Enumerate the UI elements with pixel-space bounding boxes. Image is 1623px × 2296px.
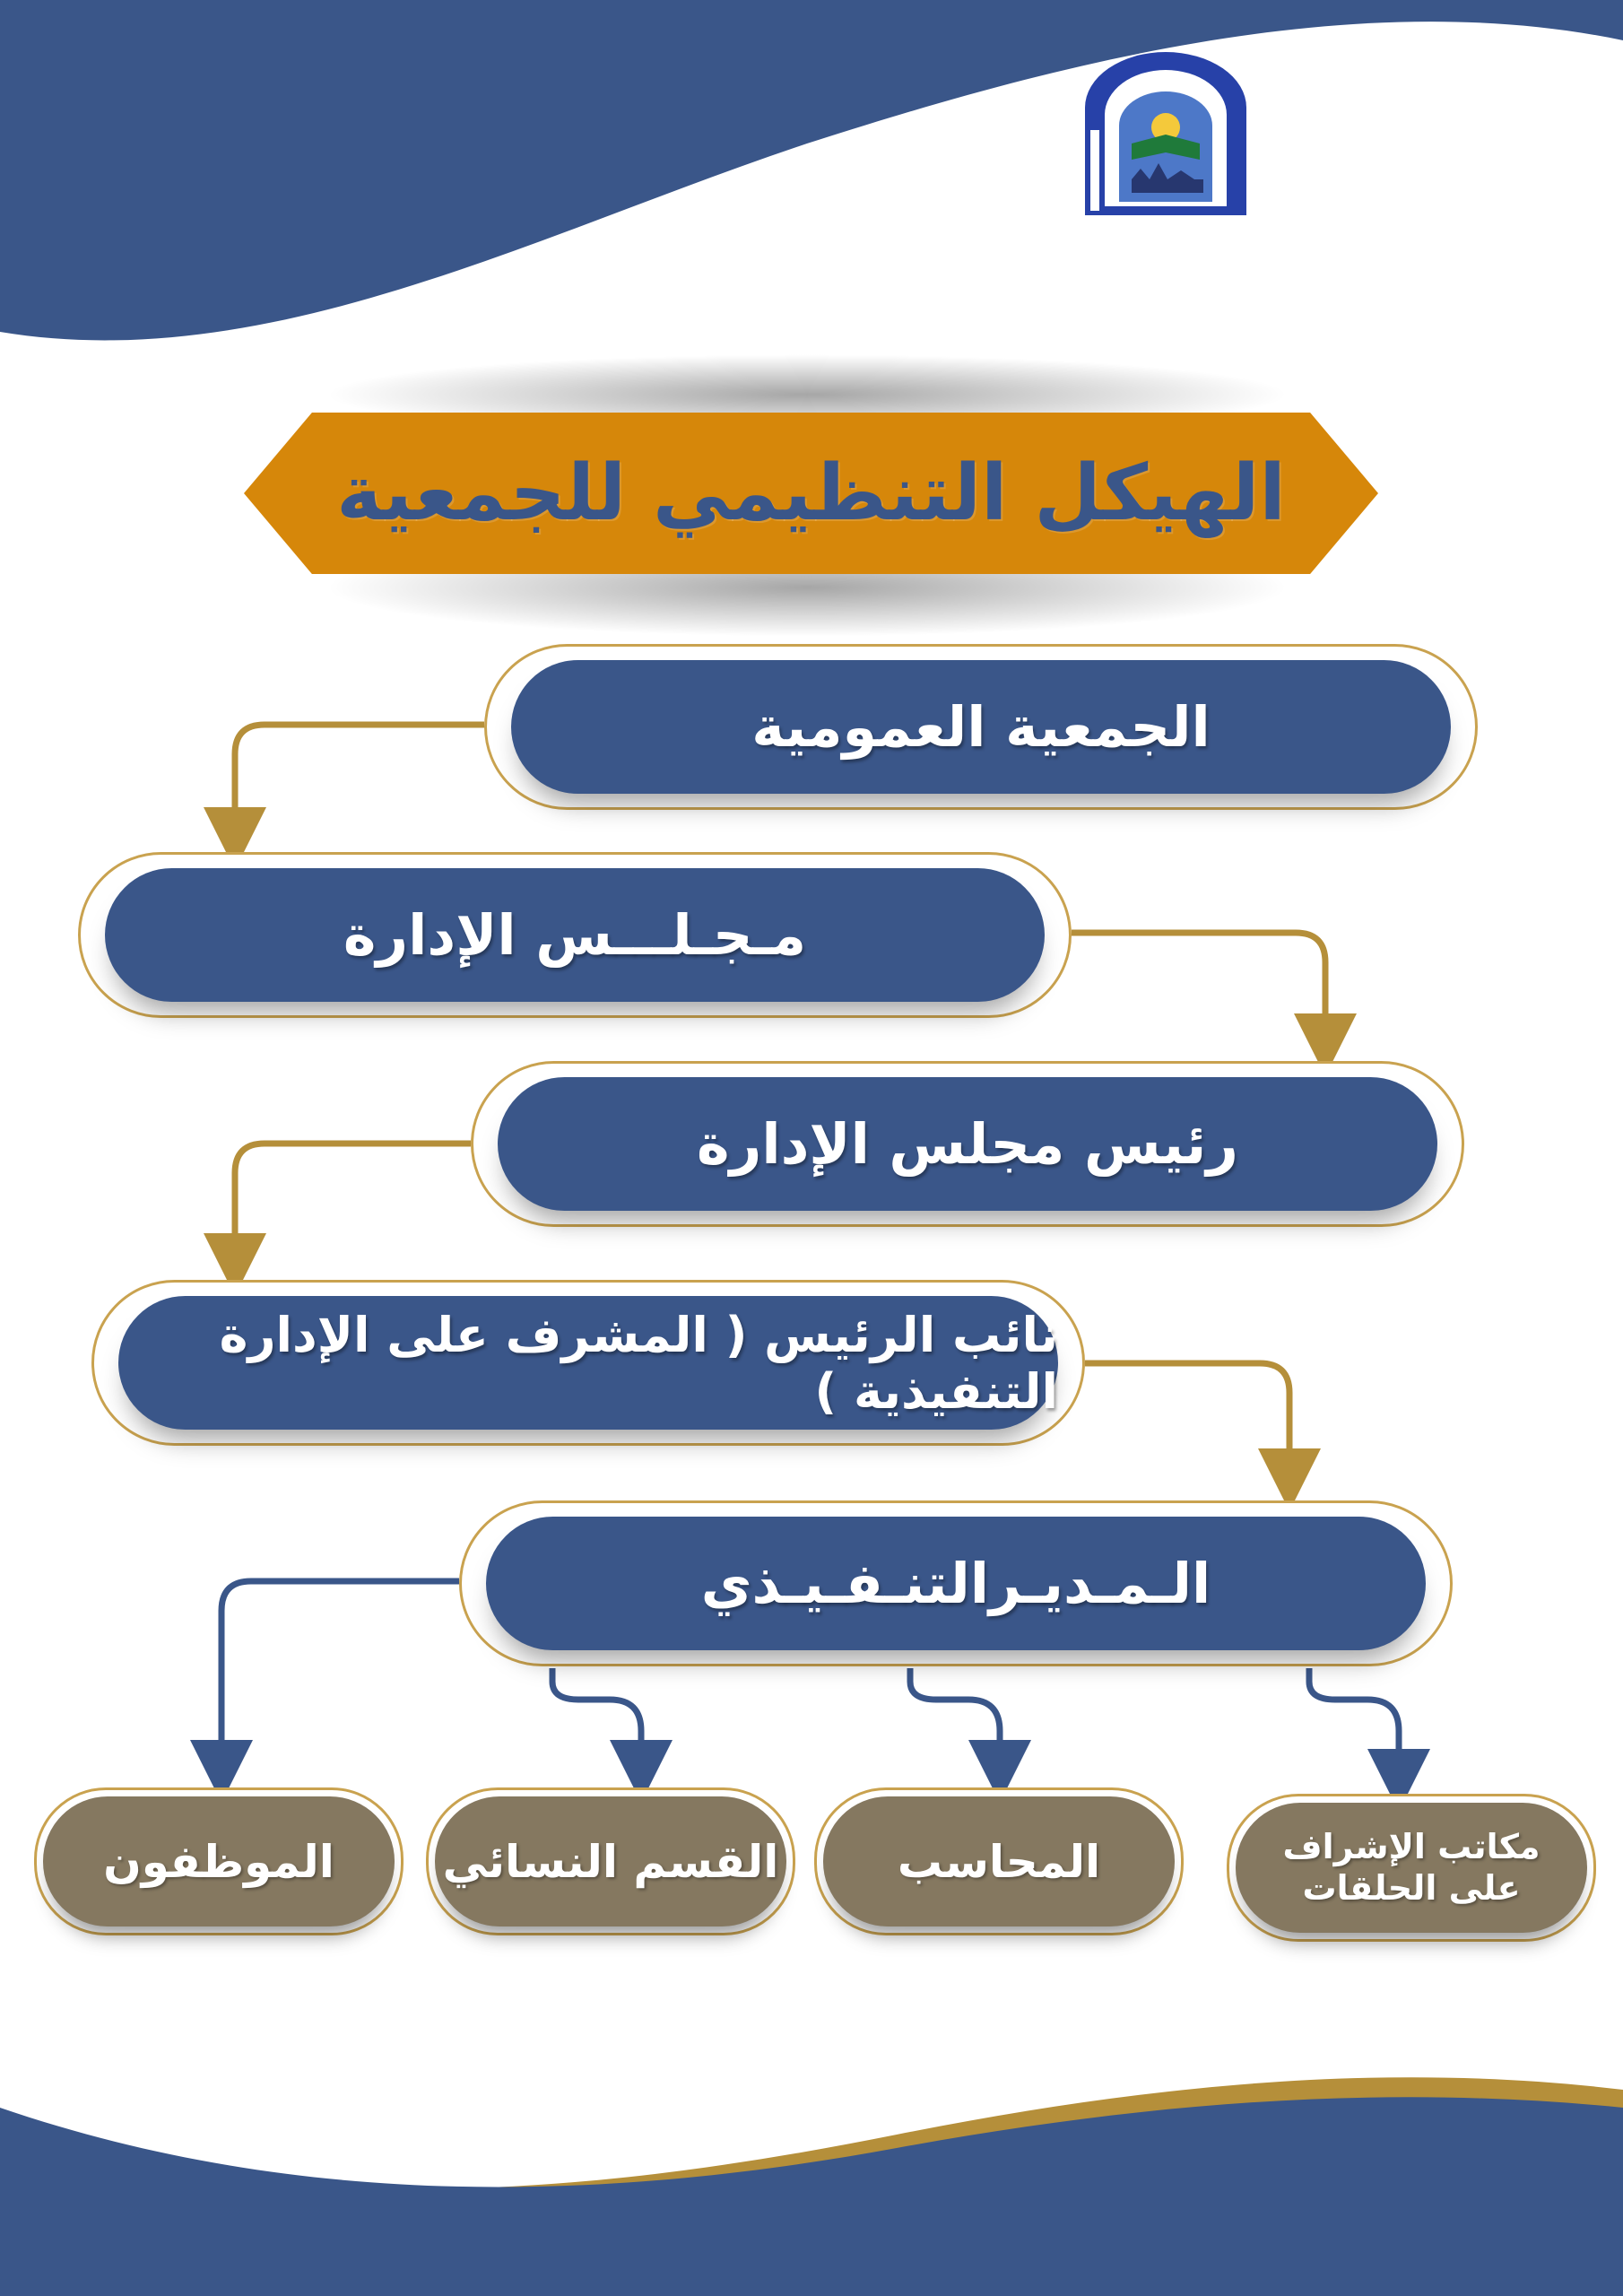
dept-label-supervision	[1236, 1803, 1587, 1933]
dept-label-women	[435, 1796, 786, 1926]
dept-label-line: على الحلقات	[1302, 1867, 1521, 1908]
node-label-vice-chairman: نائب الرئيس ( المشرف على الإدارة التنفيذية )	[118, 1296, 1058, 1430]
node-label-executive-director: الـمـديـرالتنـفـيـذي	[486, 1517, 1426, 1650]
dept-label-accountant	[823, 1796, 1175, 1926]
dept-label-line: المحاسب	[897, 1835, 1101, 1888]
node-label-board: مـجـلـــس الإدارة	[105, 868, 1045, 1002]
dept-label-line: الموظفون	[103, 1835, 334, 1888]
node-general-assembly	[484, 644, 1478, 810]
top-wave	[0, 0, 1623, 340]
dept-women-section	[426, 1787, 795, 1935]
dept-supervision-offices	[1227, 1794, 1596, 1942]
node-label-general-assembly: الجمعية العمومية	[511, 660, 1451, 794]
bottom-wave	[0, 2097, 1623, 2296]
node-board-of-directors	[78, 852, 1072, 1018]
node-board-chairman	[471, 1061, 1464, 1227]
dept-label-line: مكاتب الإشراف	[1282, 1826, 1541, 1866]
node-executive-director	[459, 1500, 1453, 1666]
title-banner	[244, 413, 1378, 574]
logo-emblem	[1078, 45, 1254, 221]
node-label-chairman: رئيس مجلس الإدارة	[498, 1077, 1437, 1211]
node-vice-chairman	[91, 1280, 1085, 1446]
page-title: الهيكل التنظيمي للجمعية	[336, 448, 1286, 538]
dept-label-line: القسم النسائي	[442, 1835, 779, 1888]
minaret-icon	[1090, 130, 1099, 211]
dept-accountant	[814, 1787, 1184, 1935]
dept-label-staff	[43, 1796, 395, 1926]
dept-staff	[34, 1787, 404, 1935]
